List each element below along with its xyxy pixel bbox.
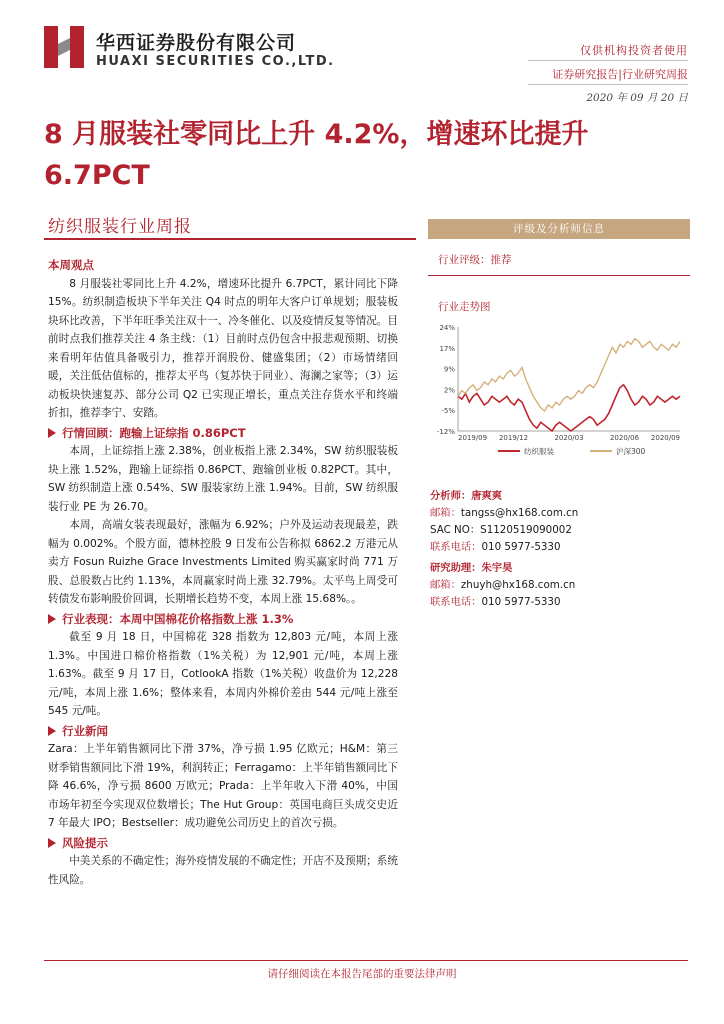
rating-panel-title: 评级及分析师信息 [428,219,690,239]
chart-x-tick-label: 2020/06 [609,434,640,442]
analyst-email-line [430,505,578,523]
market-paragraph-1: 本周，上证综指上涨 2.38%，创业板指上涨 2.34%，SW 纺织服装板块上涨 1.52%，跑输上证综指 0.86PCT、跑输创业板 0.82PCT。其中，SW 纺织制造上涨 0.54%、SW 服装家纺上涨 1.94%。目前，SW 纺织服装行业 PE 为 26.70。 [48,445,398,513]
chart-y-tick-label: 17% [439,344,455,353]
market-paragraph-2: 本周，高端女装表现最好，涨幅为 6.92%；户外及运动表现最差，跌幅为 0.002%。个股方面，德林控股 9 日发布公告称拟 6862.2 万港元从卖方 Fosun Ruizhe Grace Investments Limited 购买赢家时尚 771 万股、总股数占比约 1.13%，本周赢家时尚上涨 32.79%。太平鸟上周受可转债发布影响股价回调，长期增长趋势不变，本周上涨 15.68%。。 [48,519,398,605]
assistant-phone-line [430,594,561,612]
chart-legend-label: 沪深300 [616,447,646,456]
sac-label: SAC NO： [430,524,481,536]
industry-rating: 行业评级：推荐 [438,254,512,266]
triangle-bullet-icon [48,838,56,848]
assistant-email-link[interactable]: zhuyh@hx168.com.cn [460,579,576,591]
chart-y-tick-label: -5% [441,407,455,416]
industry-text: 截至 9 月 18 日，中国棉花 328 指数为 12,803 元/吨，本周上涨 1.3%。中国进口棉价格指数（1%关税）为 12,901 元/吨，本周上涨 1.63%。截至 9 月 17 日，CotlookA 指数（1%关税）收盘价为 12,228 元/吨，本周上涨 1.6%；整体来看，本周内外棉价差由 544 元/吨上涨至 545 元/吨。 [48,631,398,717]
assistant-name-line [430,560,512,578]
phone-label: 联系电话： [430,596,482,608]
legal-footer-note: 请仔细阅读在本报告尾部的重要法律声明 [267,968,457,980]
report-subhead: 纺织服装行业周报 [48,217,192,237]
main-column [48,256,398,889]
triangle-bullet-icon [48,614,56,624]
assistant-phone: 010 5977-5330 [481,596,561,608]
report-date: 2020 年 09 月 20 日 [586,92,688,104]
chart-x-tick-label: 2020/03 [554,434,584,442]
chart-x-tick-label: 2019/09 [458,434,488,442]
trend-chart-title: 行业走势图 [438,301,491,313]
huaxi-logo-icon [44,26,84,68]
subhead-rule [44,238,416,240]
company-name-cn: 华西证券股份有限公司 [96,32,297,54]
phone-label: 联系电话： [430,541,482,553]
assistant-label: 研究助理： [430,562,482,574]
views-text: 8 月服装社零同比上升 4.2%，增速环比提升 6.7PCT，累计同比下降 15%。纺织制造板块下半年关注 Q4 时点的明年大客户订单规划；服装板块环比改善，下半年旺季关注双十一、冷冬催化、以及疫情反复等情况。目前时点我们推荐关注 4 条主线：（1）目前时点仍包含中报悲观预期、切换来看明年估值具备吸引力，推荐开润股份、健盛集团；（2）市场情绪回暖，关注低估值标的，推荐太平鸟（复苏快于同业）、海澜之家等；（3）运动板块快速复苏、部分公司 Q2 已实现正增长，重点关注存货水平和终端折扣，推荐李宁、安踏。 [48,277,398,419]
chart-y-tick-label: 2% [443,386,455,395]
risk-text: 中美关系的不确定性；海外疫情发展的不确定性；开店不及预期；系统性风险。 [48,855,398,886]
header-rule [528,60,688,61]
analyst-name: 唐爽爽 [471,490,503,502]
footer-rule [44,960,688,961]
chart-legend-label: 纺织服装 [524,447,554,456]
risk-title: 风险提示 [62,835,108,850]
chart-y-tick-label: 9% [443,365,455,374]
email-label: 邮箱： [430,579,461,591]
trend-chart [428,319,690,479]
header-rule-2 [528,84,688,85]
analyst-sac: S1120519090002 [480,524,572,536]
audience-note: 仅供机构投资者使用 [580,44,688,57]
rating-rule [428,275,690,276]
chart-x-tick-label: 2019/12 [498,434,529,442]
risk-section-heading [48,834,398,853]
assistant-name: 朱宇昊 [481,562,513,574]
chart-y-tick-label: 24% [439,324,455,332]
analyst-name-line [430,488,502,506]
report-headline: 8 月服装社零同比上升 4.2%，增速环比提升 6.7PCT [44,119,589,191]
assistant-email-line [430,577,575,595]
market-title: 行情回顾：跑输上证综指 0.86PCT [62,425,246,440]
news-title: 行业新闻 [62,723,108,738]
industry-title: 行业表现：本周中国棉花价格指数上涨 1.3% [62,611,294,626]
analyst-sac-line [430,522,572,540]
chart-series-line-0 [458,385,680,431]
chart-x-tick-label: 2020/09 [650,434,680,442]
industry-section-heading [48,610,398,629]
email-label: 邮箱： [430,507,461,519]
analyst-email-link[interactable]: tangss@hx168.com.cn [460,507,579,519]
report-category: 证券研究报告|行业研究周报 [552,68,688,81]
company-name-en: HUAXI SECURITIES CO.,LTD. [96,54,335,69]
triangle-bullet-icon [48,428,56,438]
market-section-heading [48,424,398,443]
analyst-label: 分析师： [430,490,472,502]
news-section-heading [48,722,398,741]
views-title: 本周观点 [48,258,94,272]
rating-panel [428,219,690,456]
triangle-bullet-icon [48,726,56,736]
analyst-phone-line [430,539,561,557]
chart-y-tick-label: -12% [436,428,455,436]
news-text: Zara：上半年销售额同比下滑 37%，净亏损 1.95 亿欧元；H&M：第三财季销售额同比下滑 19%，利润转正；Ferragamo：上半年销售额同比下降 46.6%，净亏损 8600 万欧元；Prada：上半年收入下滑 40%，中国市场年初至今实现双位数增长；The Hut Group：英国电商巨头成交史近 7 年最大 IPO；Bestseller：成功避免公司历史上的首次亏损。 [48,743,398,829]
analyst-phone: 010 5977-5330 [481,541,561,553]
